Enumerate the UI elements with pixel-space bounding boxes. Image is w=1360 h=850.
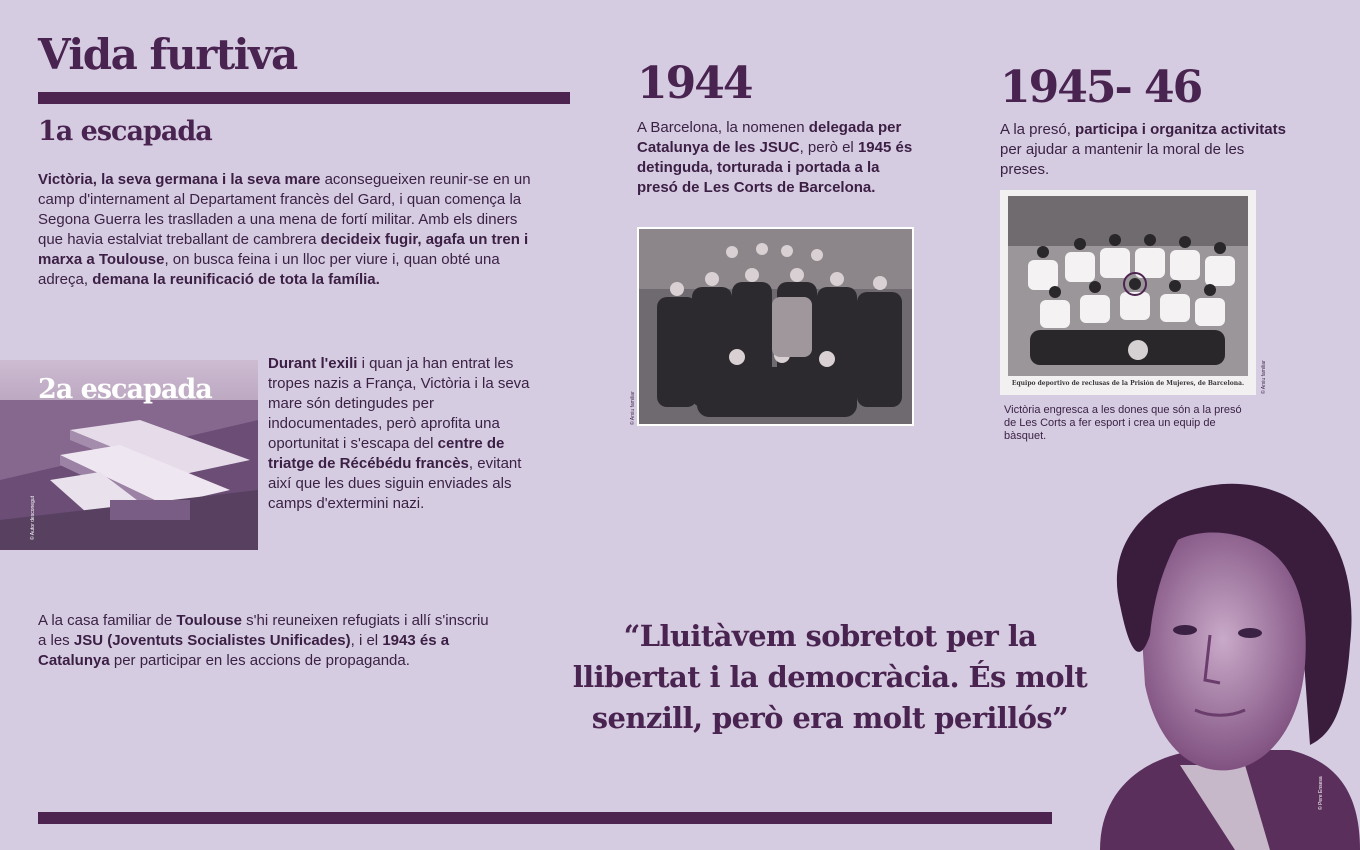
escapada2-heading: 2a escapada xyxy=(38,374,212,405)
toulouse-b1: Toulouse xyxy=(176,612,242,629)
y1945-t2: per ajudar a mantenir la moral de les preses. xyxy=(1000,141,1245,178)
y1945-b1: participa i organitza activitats xyxy=(1075,121,1286,138)
escapada2-b2: centre de triatge de Récébédu francès xyxy=(268,435,505,472)
group-photo-1944-credit: © Arxiu familiar xyxy=(630,391,636,425)
basketball-team-photo xyxy=(1000,190,1256,395)
basketball-photo-credit: © Arxiu familiar xyxy=(1261,360,1267,394)
basketball-photo-caption: Equipo deportivo de reclusas de la Prisión de Mujeres, de Barcelona. xyxy=(1011,380,1245,387)
basketball-caption: Victòria engresca a les dones que són a la presó de Les Corts a fer esport i crea un equip de bàsquet. xyxy=(1004,404,1242,442)
escapada2-t1: i quan ja han entrat les tropes nazis a França, Victòria i la seva mare són detingudes per indocumentades, però aprofita una oportunitat i s'escapa del xyxy=(268,355,530,452)
year-1944: 1944 xyxy=(637,58,752,109)
escapada1-t1: aconsegueixen reunir-se en un camp d'internament al Departament francès del Gard, i quan comença la Segona Guerra les traslladen a una mena de fortí militar. Amb els diners que havia estalviat treballant de cambrera xyxy=(38,171,531,248)
toulouse-t3: , i el xyxy=(350,632,383,649)
page-title: Vida furtiva xyxy=(38,30,297,79)
y1944-text xyxy=(637,118,922,198)
y1944-t2: , però el xyxy=(799,139,858,156)
toulouse-t1: A la casa familiar de xyxy=(38,612,177,629)
quote-line-1: “Lluitàvem sobretot per la xyxy=(623,619,1037,653)
camp-photo-credit: © Autor desconegut xyxy=(30,496,36,540)
portrait-credit: © Pere Ensesa xyxy=(1318,776,1324,810)
escapada1-b2: decideix fugir, agafa un tren i marxa a Toulouse xyxy=(38,231,529,268)
toulouse-b3: 1943 és a Catalunya xyxy=(38,632,450,669)
toulouse-t2: s'hi reuneixen refugiats i allí s'inscriu a les xyxy=(38,612,489,649)
y1945-t1: A la presó, xyxy=(1000,121,1076,138)
bottom-rule xyxy=(38,812,1052,824)
escapada2-text xyxy=(268,354,538,514)
escapada2-t2: , evitant així que les dues siguin enviades als camps d'extermini nazi. xyxy=(268,455,522,512)
y1944-b2: 1945 és detinguda, torturada i portada a la presó de Les Corts de Barcelona. xyxy=(637,139,913,196)
quote-line-3: senzill, però era molt perillós” xyxy=(591,701,1069,735)
y1944-b1: delegada per Catalunya de les JSUC xyxy=(637,119,902,156)
group-photo-1944-illustration xyxy=(637,227,914,426)
year-1945-46: 1945- 46 xyxy=(1000,62,1202,113)
escapada2-b1: Durant l'exili xyxy=(268,355,358,372)
toulouse-t4: per participar en les accions de propaganda. xyxy=(109,652,410,669)
portrait-photo xyxy=(1060,465,1360,850)
escapada1-b1: Victòria, la seva germana i la seva mare xyxy=(38,171,321,188)
quote-block xyxy=(560,616,1100,739)
escapada1-t2: , on busca feina i un lloc per viure i, quan obté una adreça, xyxy=(38,251,500,288)
escapada1-text xyxy=(38,170,540,290)
toulouse-b2: JSU (Joventuts Socialistes Unificades) xyxy=(73,632,351,649)
toulouse-text xyxy=(38,611,490,671)
group-photo-1944 xyxy=(637,227,914,426)
title-rule xyxy=(38,92,570,104)
y1944-t1: A Barcelona, la nomenen xyxy=(637,119,809,136)
y1945-text xyxy=(1000,120,1290,180)
escapada1-b3: demana la reunificació de tota la família. xyxy=(92,271,380,288)
basketball-team-photo-illustration xyxy=(1000,190,1256,395)
quote-line-2: llibertat i la democràcia. És molt xyxy=(572,660,1088,694)
escapada1-heading: 1a escapada xyxy=(38,116,212,147)
portrait-illustration xyxy=(1060,465,1360,850)
camp-photo xyxy=(0,360,258,550)
